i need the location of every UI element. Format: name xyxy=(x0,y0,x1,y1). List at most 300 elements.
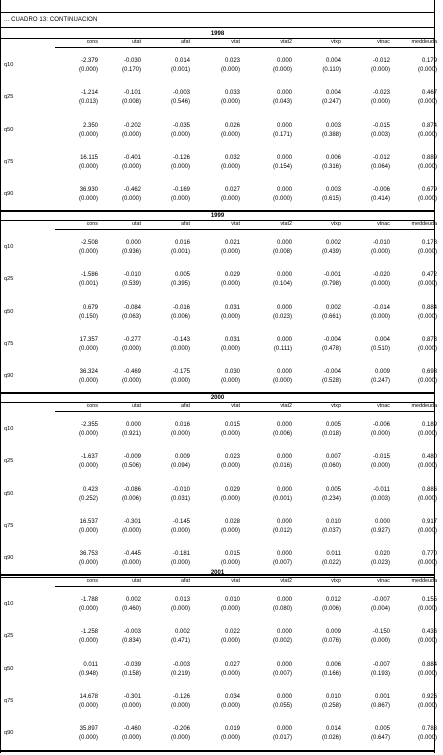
coefficient-cell: 0.000 xyxy=(276,337,292,343)
pvalue-cell: (0.000) xyxy=(121,164,141,170)
pvalue-cell: (0.000) xyxy=(220,378,240,384)
pvalue-cell: (0.460) xyxy=(121,606,141,612)
pvalue-cell: (0.000) xyxy=(220,703,240,709)
coefficient-cell: 0.002 xyxy=(174,629,190,635)
column-header: cons xyxy=(86,403,98,409)
pvalue-cell: (0.546) xyxy=(170,99,190,105)
coefficient-cell: -0.015 xyxy=(372,123,390,129)
pvalue-cell: (0.006) xyxy=(321,606,341,612)
coefficient-cell: 0.027 xyxy=(224,187,240,193)
pvalue-cell: (0.000) xyxy=(220,249,240,255)
pvalue-cell: (0.000) xyxy=(417,735,437,741)
pvalue-cell: (0.043) xyxy=(272,99,292,105)
column-header: cons xyxy=(86,221,98,227)
coefficient-cell: 0.021 xyxy=(224,240,240,246)
coefficient-cell: -0.202 xyxy=(123,123,141,129)
pvalue-cell: (0.000) xyxy=(78,346,98,352)
coefficient-cell: 0.012 xyxy=(325,597,341,603)
pvalue-cell: (0.000) xyxy=(417,378,437,384)
pvalue-cell: (0.000) xyxy=(220,196,240,202)
coefficient-cell: -0.020 xyxy=(372,272,390,278)
pvalue-cell: (0.414) xyxy=(370,196,390,202)
pvalue-cell: (0.003) xyxy=(370,132,390,138)
quantile-label: q90 xyxy=(4,191,14,197)
pvalue-cell: (0.026) xyxy=(321,735,341,741)
coefficient-cell: 0.000 xyxy=(276,58,292,64)
pvalue-cell: (0.012) xyxy=(272,528,292,534)
pvalue-cell: (0.000) xyxy=(370,281,390,287)
pvalue-cell: (0.076) xyxy=(321,638,341,644)
coefficient-cell: -0.143 xyxy=(172,337,190,343)
quantile-label: q50 xyxy=(4,491,14,497)
pvalue-cell: (0.247) xyxy=(370,378,390,384)
pvalue-cell: (0.000) xyxy=(417,99,437,105)
pvalue-cell: (0.510) xyxy=(370,346,390,352)
coefficient-cell: -2.379 xyxy=(80,58,98,64)
coefficient-cell: 0.000 xyxy=(276,694,292,700)
pvalue-cell: (0.439) xyxy=(321,249,341,255)
coefficient-cell: 0.005 xyxy=(325,422,341,428)
column-header: vtxp xyxy=(331,578,341,584)
coefficient-cell: 0.917 xyxy=(421,519,437,525)
quantile-label: q90 xyxy=(4,373,14,379)
coefficient-cell: 0.000 xyxy=(276,187,292,193)
pvalue-cell: (0.016) xyxy=(272,463,292,469)
coefficient-cell: 0.015 xyxy=(224,551,240,557)
coefficient-cell: -0.006 xyxy=(372,187,390,193)
pvalue-cell: (0.000) xyxy=(417,281,437,287)
pvalue-cell: (0.000) xyxy=(170,528,190,534)
coefficient-cell: 0.023 xyxy=(224,58,240,64)
coefficient-cell: -0.007 xyxy=(372,662,390,668)
coefficient-cell: -0.004 xyxy=(323,369,341,375)
pvalue-cell: (0.006) xyxy=(170,314,190,320)
coefficient-cell: 0.023 xyxy=(224,454,240,460)
column-header: vtat2 xyxy=(280,578,292,584)
pvalue-cell: (0.539) xyxy=(121,281,141,287)
pvalue-cell: (0.037) xyxy=(321,528,341,534)
coefficient-cell: 0.000 xyxy=(125,240,141,246)
year-block xyxy=(0,570,435,745)
column-header: vtnac xyxy=(377,221,390,227)
coefficient-cell: 0.003 xyxy=(325,123,341,129)
pvalue-cell: (0.000) xyxy=(370,431,390,437)
pvalue-cell: (0.000) xyxy=(78,132,98,138)
pvalue-cell: (0.000) xyxy=(78,249,98,255)
pvalue-cell: (0.111) xyxy=(273,346,292,352)
pvalue-cell: (0.013) xyxy=(78,99,98,105)
coefficient-cell: 0.002 xyxy=(325,240,341,246)
pvalue-cell: (0.000) xyxy=(170,735,190,741)
header-rule xyxy=(55,411,435,412)
pvalue-cell: (0.000) xyxy=(78,378,98,384)
coefficient-cell: 0.026 xyxy=(224,123,240,129)
coefficient-cell: 0.884 xyxy=(421,305,437,311)
coefficient-cell: 0.016 xyxy=(174,422,190,428)
coefficient-cell: 0.009 xyxy=(325,629,341,635)
pvalue-cell: (0.000) xyxy=(220,67,240,73)
pvalue-cell: (0.000) xyxy=(220,560,240,566)
pvalue-cell: (0.060) xyxy=(321,463,341,469)
coefficient-cell: 2.350 xyxy=(82,123,98,129)
coefficient-cell: 0.006 xyxy=(325,662,341,668)
column-header: utat xyxy=(132,221,141,227)
pvalue-cell: (0.234) xyxy=(321,496,341,502)
coefficient-cell: 0.033 xyxy=(224,90,240,96)
coefficient-cell: 0.423 xyxy=(82,487,98,493)
pvalue-cell: (0.834) xyxy=(121,638,141,644)
coefficient-cell: 16.115 xyxy=(80,155,98,161)
pvalue-cell: (0.171) xyxy=(272,132,292,138)
pvalue-cell: (0.008) xyxy=(121,99,141,105)
coefficient-cell: 0.029 xyxy=(224,272,240,278)
coefficient-cell: 0.010 xyxy=(224,597,240,603)
coefficient-cell: 0.014 xyxy=(325,726,341,732)
coefficient-cell: 0.000 xyxy=(276,487,292,493)
coefficient-cell: 0.000 xyxy=(276,240,292,246)
pvalue-cell: (0.867) xyxy=(370,703,390,709)
pvalue-cell: (0.006) xyxy=(272,431,292,437)
pvalue-cell: (0.615) xyxy=(321,196,341,202)
coefficient-cell: 0.031 xyxy=(224,305,240,311)
coefficient-cell: -0.004 xyxy=(323,337,341,343)
year-label: 2000 xyxy=(210,395,225,401)
column-header: cons xyxy=(86,578,98,584)
pvalue-cell: (0.000) xyxy=(370,638,390,644)
pvalue-cell: (0.000) xyxy=(170,703,190,709)
column-header: vtat xyxy=(231,221,240,227)
column-header: utat xyxy=(132,578,141,584)
year-block xyxy=(0,31,435,206)
coefficient-cell: -1.637 xyxy=(80,454,98,460)
quantile-label: q50 xyxy=(4,127,14,133)
column-header: vtxp xyxy=(331,39,341,45)
quantile-label: q10 xyxy=(4,244,14,250)
coefficient-cell: 0.001 xyxy=(374,694,390,700)
coefficient-cell: -0.015 xyxy=(372,454,390,460)
pvalue-cell: (0.000) xyxy=(417,164,437,170)
quantile-label: q25 xyxy=(4,458,14,464)
coefficient-cell: 0.005 xyxy=(374,726,390,732)
pvalue-cell: (0.000) xyxy=(170,196,190,202)
coefficient-cell: -2.355 xyxy=(80,422,98,428)
pvalue-cell: (0.000) xyxy=(78,528,98,534)
pvalue-cell: (0.064) xyxy=(370,164,390,170)
coefficient-cell: 0.006 xyxy=(325,155,341,161)
pvalue-cell: (0.000) xyxy=(220,496,240,502)
pvalue-cell: (0.001) xyxy=(272,496,292,502)
pvalue-cell: (0.478) xyxy=(321,346,341,352)
coefficient-cell: 0.004 xyxy=(374,337,390,343)
coefficient-cell: -0.003 xyxy=(172,662,190,668)
pvalue-cell: (0.001) xyxy=(78,281,98,287)
pvalue-cell: (0.000) xyxy=(121,735,141,741)
coefficient-cell: -0.012 xyxy=(372,58,390,64)
coefficient-cell: 0.005 xyxy=(174,272,190,278)
coefficient-cell: 36.753 xyxy=(79,551,98,557)
year-block xyxy=(0,395,435,570)
column-header: afat xyxy=(181,578,190,584)
quantile-label: q50 xyxy=(4,309,14,315)
coefficient-cell: 0.178 xyxy=(421,240,437,246)
coefficient-cell: 0.022 xyxy=(224,629,240,635)
pvalue-cell: (0.004) xyxy=(370,606,390,612)
pvalue-cell: (0.258) xyxy=(321,703,341,709)
coefficient-cell: 0.019 xyxy=(224,726,240,732)
coefficient-cell: 0.679 xyxy=(421,187,437,193)
pvalue-cell: (0.017) xyxy=(272,735,292,741)
coefficient-cell: 0.480 xyxy=(421,454,437,460)
coefficient-cell: -0.169 xyxy=(172,187,190,193)
column-header: meddeuda xyxy=(411,403,437,409)
pvalue-cell: (0.080) xyxy=(272,606,292,612)
coefficient-cell: 0.000 xyxy=(276,551,292,557)
coefficient-cell: -0.145 xyxy=(172,519,190,525)
coefficient-cell: 0.032 xyxy=(224,155,240,161)
coefficient-cell: -1.586 xyxy=(80,272,98,278)
pvalue-cell: (0.000) xyxy=(121,196,141,202)
coefficient-cell: 0.886 xyxy=(421,487,437,493)
coefficient-cell: -0.006 xyxy=(372,422,390,428)
pvalue-cell: (0.000) xyxy=(78,606,98,612)
header-rule xyxy=(55,586,435,587)
coefficient-cell: 16.537 xyxy=(79,519,98,525)
pvalue-cell: (0.000) xyxy=(78,703,98,709)
pvalue-cell: (0.000) xyxy=(121,346,141,352)
coefficient-cell: 0.884 xyxy=(421,662,437,668)
coefficient-cell: 0.027 xyxy=(224,662,240,668)
coefficient-cell: -0.175 xyxy=(172,369,190,375)
column-header: meddeuda xyxy=(411,578,437,584)
quantile-label: q90 xyxy=(4,730,14,736)
coefficient-cell: 0.031 xyxy=(224,337,240,343)
quantile-label: q50 xyxy=(4,666,14,672)
pvalue-cell: (0.000) xyxy=(170,132,190,138)
quantile-label: q10 xyxy=(4,426,14,432)
quantile-label: q25 xyxy=(4,276,14,282)
table-title: ... CUADRO 13: CONTINUACION xyxy=(4,17,98,23)
pvalue-cell: (0.000) xyxy=(220,99,240,105)
pvalue-cell: (0.000) xyxy=(170,346,190,352)
pvalue-cell: (0.000) xyxy=(78,463,98,469)
coefficient-cell: -0.007 xyxy=(372,597,390,603)
coefficient-cell: -0.469 xyxy=(123,369,141,375)
pvalue-cell: (0.000) xyxy=(78,735,98,741)
pvalue-cell: (0.006) xyxy=(121,496,141,502)
pvalue-cell: (0.000) xyxy=(220,735,240,741)
coefficient-cell: -0.301 xyxy=(123,694,141,700)
quantile-label: q75 xyxy=(4,159,14,165)
coefficient-cell: -1.258 xyxy=(80,629,98,635)
column-header: vtat2 xyxy=(280,221,292,227)
pvalue-cell: (0.008) xyxy=(272,249,292,255)
column-header: vtnac xyxy=(377,578,390,584)
year-label: 1998 xyxy=(210,31,225,37)
pvalue-cell: (0.000) xyxy=(417,249,437,255)
coefficient-cell: 0.003 xyxy=(325,187,341,193)
pvalue-cell: (0.000) xyxy=(220,164,240,170)
pvalue-cell: (0.001) xyxy=(170,249,190,255)
pvalue-cell: (0.000) xyxy=(170,164,190,170)
coefficient-cell: 0.000 xyxy=(276,629,292,635)
pvalue-cell: (0.104) xyxy=(272,281,292,287)
pvalue-cell: (0.921) xyxy=(121,431,141,437)
pvalue-cell: (0.000) xyxy=(121,132,141,138)
pvalue-cell: (0.000) xyxy=(417,496,437,502)
column-header: vtat xyxy=(231,403,240,409)
coefficient-cell: -0.011 xyxy=(373,487,390,493)
coefficient-cell: -0.010 xyxy=(172,487,190,493)
pvalue-cell: (0.000) xyxy=(220,638,240,644)
pvalue-cell: (0.000) xyxy=(417,196,437,202)
coefficient-cell: 0.926 xyxy=(421,694,437,700)
coefficient-cell: 0.000 xyxy=(276,155,292,161)
coefficient-cell: 0.874 xyxy=(421,123,437,129)
coefficient-cell: 0.014 xyxy=(174,58,190,64)
coefficient-cell: 36.930 xyxy=(79,187,98,193)
year-label: 1999 xyxy=(210,213,225,219)
title-rule xyxy=(0,27,435,28)
pvalue-cell: (0.000) xyxy=(417,314,437,320)
pvalue-cell: (0.000) xyxy=(417,671,437,677)
column-header: vtat2 xyxy=(280,403,292,409)
coefficient-cell: 14.678 xyxy=(79,694,98,700)
pvalue-cell: (0.000) xyxy=(370,249,390,255)
pvalue-cell: (0.000) xyxy=(220,132,240,138)
pvalue-cell: (0.000) xyxy=(121,703,141,709)
coefficient-cell: 0.028 xyxy=(224,519,240,525)
column-header: vtat2 xyxy=(280,39,292,45)
pvalue-cell: (0.031) xyxy=(170,496,190,502)
coefficient-cell: -0.126 xyxy=(172,155,190,161)
pvalue-cell: (0.528) xyxy=(321,378,341,384)
coefficient-cell: 0.016 xyxy=(174,240,190,246)
pvalue-cell: (0.000) xyxy=(272,196,292,202)
pvalue-cell: (0.395) xyxy=(170,281,190,287)
pvalue-cell: (0.000) xyxy=(220,314,240,320)
pvalue-cell: (0.000) xyxy=(417,67,437,73)
table-top-border xyxy=(0,12,435,13)
coefficient-cell: -1.214 xyxy=(80,90,98,96)
pvalue-cell: (0.000) xyxy=(417,606,437,612)
coefficient-cell: 0.155 xyxy=(421,597,437,603)
pvalue-cell: (0.094) xyxy=(170,463,190,469)
coefficient-cell: -0.039 xyxy=(123,662,141,668)
coefficient-cell: 0.000 xyxy=(276,726,292,732)
pvalue-cell: (0.023) xyxy=(370,560,390,566)
column-header: meddeuda xyxy=(411,39,437,45)
coefficient-cell: -0.445 xyxy=(123,551,141,557)
pvalue-cell: (0.000) xyxy=(272,67,292,73)
coefficient-cell: -0.126 xyxy=(172,694,190,700)
coefficient-cell: -0.003 xyxy=(123,629,141,635)
block-bottom-rule xyxy=(0,392,435,394)
pvalue-cell: (0.252) xyxy=(78,496,98,502)
coefficient-cell: 0.011 xyxy=(326,551,341,557)
coefficient-cell: 0.472 xyxy=(421,272,437,278)
year-block xyxy=(0,213,435,388)
coefficient-cell: 0.000 xyxy=(276,90,292,96)
column-header: utat xyxy=(132,39,141,45)
pvalue-cell: (0.388) xyxy=(321,132,341,138)
coefficient-cell: 0.030 xyxy=(224,369,240,375)
coefficient-cell: 0.011 xyxy=(83,662,98,668)
year-label: 2001 xyxy=(210,570,225,576)
column-header: vtxp xyxy=(331,403,341,409)
coefficient-cell: 0.004 xyxy=(325,90,341,96)
pvalue-cell: (0.000) xyxy=(417,346,437,352)
pvalue-cell: (0.000) xyxy=(220,431,240,437)
pvalue-cell: (0.000) xyxy=(78,560,98,566)
pvalue-cell: (0.000) xyxy=(78,67,98,73)
coefficient-cell: 0.467 xyxy=(421,90,437,96)
quantile-label: q75 xyxy=(4,698,14,704)
header-rule xyxy=(55,47,435,48)
coefficient-cell: 0.007 xyxy=(325,454,341,460)
pvalue-cell: (0.002) xyxy=(272,638,292,644)
coefficient-cell: 0.783 xyxy=(421,726,437,732)
coefficient-cell: -0.030 xyxy=(123,58,141,64)
pvalue-cell: (0.000) xyxy=(220,528,240,534)
pvalue-cell: (0.023) xyxy=(272,314,292,320)
coefficient-cell: 0.002 xyxy=(125,597,141,603)
coefficient-cell: 0.770 xyxy=(421,551,437,557)
coefficient-cell: -0.462 xyxy=(123,187,141,193)
coefficient-cell: -1.788 xyxy=(80,597,98,603)
coefficient-cell: -0.016 xyxy=(172,305,190,311)
coefficient-cell: -0.001 xyxy=(323,272,341,278)
coefficient-cell: 0.020 xyxy=(374,551,390,557)
pvalue-cell: (0.506) xyxy=(121,463,141,469)
coefficient-cell: -0.014 xyxy=(372,305,390,311)
pvalue-cell: (0.063) xyxy=(121,314,141,320)
coefficient-cell: 0.000 xyxy=(276,422,292,428)
column-header: vtxp xyxy=(331,221,341,227)
pvalue-cell: (0.000) xyxy=(417,560,437,566)
pvalue-cell: (0.219) xyxy=(170,671,190,677)
pvalue-cell: (0.000) xyxy=(417,132,437,138)
pvalue-cell: (0.000) xyxy=(220,346,240,352)
coefficient-cell: 0.000 xyxy=(276,305,292,311)
pvalue-cell: (0.000) xyxy=(417,638,437,644)
pvalue-cell: (0.000) xyxy=(78,638,98,644)
pvalue-cell: (0.000) xyxy=(370,463,390,469)
coefficient-cell: 0.029 xyxy=(224,487,240,493)
column-header: utat xyxy=(132,403,141,409)
coefficient-cell: 0.015 xyxy=(224,422,240,428)
coefficient-cell: -0.035 xyxy=(172,123,190,129)
pvalue-cell: (0.193) xyxy=(370,671,390,677)
pvalue-cell: (0.000) xyxy=(170,606,190,612)
pvalue-cell: (0.000) xyxy=(121,560,141,566)
coefficient-cell: 0.000 xyxy=(276,123,292,129)
column-header: vtnac xyxy=(377,403,390,409)
pvalue-cell: (0.948) xyxy=(78,671,98,677)
pvalue-cell: (0.000) xyxy=(417,463,437,469)
column-header: cons xyxy=(86,39,98,45)
coefficient-cell: 0.013 xyxy=(174,597,190,603)
pvalue-cell: (0.000) xyxy=(370,314,390,320)
pvalue-cell: (0.154) xyxy=(272,164,292,170)
coefficient-cell: 0.189 xyxy=(421,422,437,428)
pvalue-cell: (0.055) xyxy=(272,703,292,709)
quantile-label: q90 xyxy=(4,555,14,561)
column-header: afat xyxy=(181,403,190,409)
coefficient-cell: 0.000 xyxy=(276,519,292,525)
column-header: afat xyxy=(181,221,190,227)
coefficient-cell: -0.101 xyxy=(123,90,141,96)
coefficient-cell: -2.508 xyxy=(80,240,98,246)
